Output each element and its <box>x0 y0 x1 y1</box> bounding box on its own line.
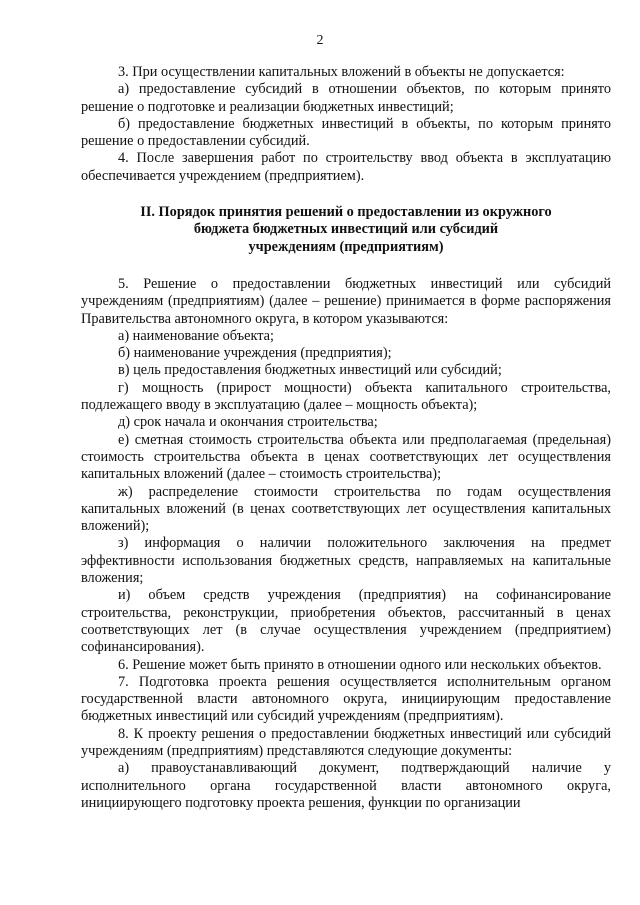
paragraph-item-5e: д) срок начала и окончания строительства; <box>118 414 378 431</box>
paragraph-item-8a: а) правоустанавливающий документ, подтверждающий наличие у исполнительного органа государственной власти автономного округа, инициирующего подготовку проекта решения, функции по организации <box>81 760 611 811</box>
paragraph-item-3b: б) предоставление бюджетных инвестиций в объекты, по которым принято решение о предоставлении субсидий. <box>81 115 611 150</box>
page-number: 2 <box>316 33 324 48</box>
paragraph-item-7: 7. Подготовка проекта решения осуществляется исполнительным органом государственной власти автономного округа, инициирующим предоставление бюджетных инвестиций или субсидий учреждениям (предприятиям). <box>81 673 611 725</box>
paragraph-item-5h: з) информация о наличии положительного заключения на предмет эффективности использования бюджетных средств, направляемых на капитальные вложения; <box>81 535 611 587</box>
paragraph-item-5c: в) цель предоставления бюджетных инвестиций или субсидий; <box>118 362 502 379</box>
section-heading-line: II. Порядок принятия решений о предоставлении из окружного <box>140 204 552 221</box>
paragraph-item-5: 5. Решение о предоставлении бюджетных инвестиций или субсидий учреждениям (предприятиям) (далее – решение) принимается в форме распоряжения Правительства автономного округа, в котором указываются: <box>81 275 611 327</box>
paragraph-item-5f: е) сметная стоимость строительства объекта или предполагаемая (предельная) стоимость строительства объекта в ценах соответствующих лет осуществления капитальных вложений (далее – стоимость строительства); <box>81 431 611 483</box>
paragraph-item-5g: ж) распределение стоимости строительства по годам осуществления капитальных вложений (в ценах соответствующих лет осуществления капитальных вложений); <box>81 483 611 535</box>
document-body <box>81 64 611 812</box>
paragraph-item-8: 8. К проекту решения о предоставлении бюджетных инвестиций или субсидий учреждениям (предприятиям) представляются следующие документы: <box>81 725 611 759</box>
paragraph-item-5i: и) объем средств учреждения (предприятия) на софинансирование строительства, реконструкции, приобретения объектов, рассчитанный в ценах соответствующих лет (в случае осуществления учреждением (предприятием) софинансирования). <box>81 587 611 656</box>
paragraph-item-3a: а) предоставление субсидий в отношении объектов, по которым принято решение о подготовке и реализации бюджетных инвестиций; <box>81 81 611 115</box>
paragraph-item-5b: б) наименование учреждения (предприятия); <box>118 345 392 362</box>
section-heading-line: учреждениям (предприятиям) <box>248 238 444 255</box>
paragraph-item-4: 4. После завершения работ по строительству ввод объекта в эксплуатацию обеспечивается учреждением (предприятием). <box>81 150 611 184</box>
paragraph-item-5a: а) наименование объекта; <box>118 327 274 344</box>
section-heading-line: бюджета бюджетных инвестиций или субсидий <box>193 221 499 238</box>
paragraph-item-3: 3. При осуществлении капитальных вложений в объекты не допускается: <box>118 64 565 80</box>
section-heading <box>81 204 611 256</box>
paragraph-item-6: 6. Решение может быть принято в отношении одного или нескольких объектов. <box>118 656 602 673</box>
paragraph-item-5d: г) мощность (прирост мощности) объекта капитального строительства, подлежащего вводу в эксплуатацию (далее – мощность объекта); <box>81 379 611 414</box>
